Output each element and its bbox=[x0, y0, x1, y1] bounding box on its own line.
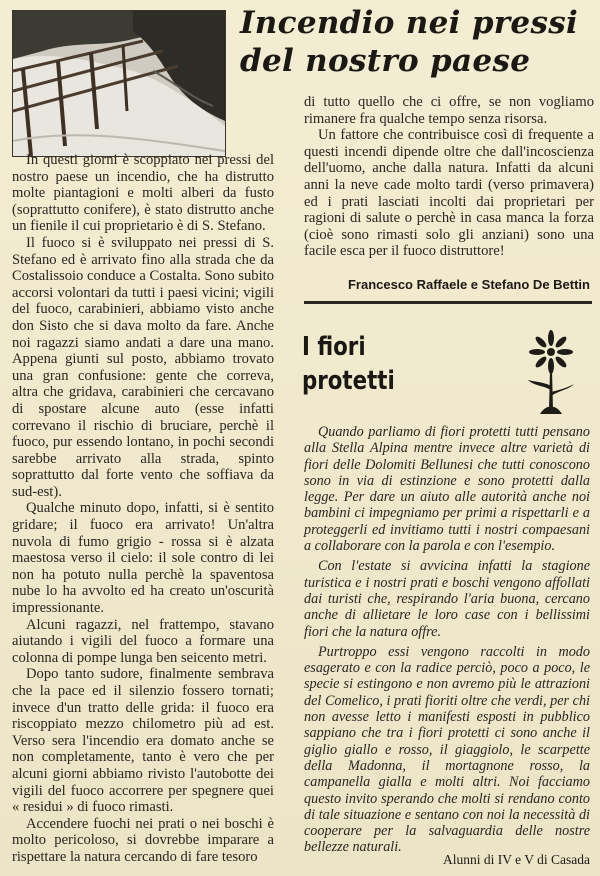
paragraph: di tutto quello che ci offre, se non vogliamo rimanere fra qualche tempo senza risorsa. bbox=[304, 94, 594, 127]
article1-authors: Francesco Raffaele e Stefano De Bettin bbox=[347, 277, 590, 292]
paragraph: Dopo tanto sudore, finalmente sembrava che la pace ed il silenzio fossero tornati; invece d'un tratto delle grida: il fuoco era riscoppiato mezzo chilometro più ad est. Verso sera l'incendio era domato anche se non completamente, tanto è vero che per alcuni giorni abbiamo rivisto l'autobotte dei vigili del fuoco accorrere per spegnere quei « residui » di fuoco rimasti. bbox=[12, 666, 274, 816]
paragraph: Purtroppo essi vengono raccolti in modo esagerato e con la radice perciò, poco a poco, le specie si estingono e non avremo più le attrazioni del Comelico, i prati fioriti oltre che verdi, per chi non avesse letto i manifesti esposti in pubblico sappiano che tra i fiori protetti ci sono anche il giglio giallo e rosso, il giaggiolo, le scarpette della Madonna, il mortagnone rosso, la campanella gialla e molti altri. Noi facciamo questo invito sperando che molti si rendano conto di tale situazione e sentano con noi la necessità di cooperare per la salvaguardia delle nostre bellezze naturali. bbox=[304, 643, 590, 856]
paragraph: In questi giorni è scoppiato nei pressi del nostro paese un incendio, che ha distrutto molte piantagioni e molti alberi da fusto (soprattutto conifere), è stato distrutto anche un fienile il cui proprietario è di S. Stefano. bbox=[12, 152, 274, 235]
snowy-landscape-photo bbox=[12, 10, 226, 157]
article1-left-column bbox=[12, 152, 274, 866]
section-divider bbox=[304, 301, 592, 304]
title-line-2: del nostro paese bbox=[240, 43, 531, 79]
paragraph: Accendere fuochi nei prati o nei boschi è molto pericoloso, si dovrebbe imparare a rispettare la natura cercando di fare tesoro bbox=[12, 815, 274, 865]
article2-body bbox=[304, 424, 590, 856]
paragraph: Il fuoco si è sviluppato nei pressi di S. Stefano ed è arrivato fino alla strada che da Costalissoio conduce a Costalta. Sono subito accorsi volontari da tutti i paesi vicini; vigili del fuoco, carabinieri, abbiamo visto anche don Sisto che si dava molto da fare. Anche noi ragazzi siamo andati a dare una mano. Appena giunti sul posto, abbiamo trovato una gran confusione: gente che correva, altra che gridava, carabinieri che cercavano di spostare alcune auto (esse infatti correvano il rischio di bruciare, perchè il fuoco, pur essendo lontano, in pochi secondi sarebbe arrivato alla strada, spinto soprattutto dal forte vento che soffiava da sud-est). bbox=[12, 234, 274, 500]
paragraph: Un fattore che contribuisce così di frequente a questi incendi dipende oltre che dall'incoscienza dell'uomo, anche dalla natura. Infatti da alcuni anni la neve cade molto tardi (verso primavera) ed i prati lasciati incolti dai proprietari per ragioni di salute o perchè in casa manca la forza (cioè sono rimasti solo gli anziani) sono una facile esca per il fuoco distruttore! bbox=[304, 127, 594, 260]
title-line-2: protetti bbox=[302, 366, 395, 396]
title-line-1: Incendio nei pressi bbox=[240, 5, 579, 41]
article-title-incendio bbox=[240, 4, 592, 80]
paragraph: Alcuni ragazzi, nel frattempo, stavano aiutando i vigili del fuoco a formare una colonna di pompe lunga ben seicento metri. bbox=[12, 616, 274, 666]
article2-signature: Alunni di IV e V di Casada bbox=[443, 852, 590, 867]
paragraph: Con l'estate si avvicina infatti la stagione turistica e i nostri prati e boschi vengono affollati dai turisti che, respirando l'aria buona, cercano anche di allietare le loro case con i bellissimi fiori che la natura offre. bbox=[304, 558, 590, 640]
paragraph: Qualche minuto dopo, infatti, si è sentito gridare; il fuoco era arrivato! Un'altra nuvola di fumo grigio - rossa si è alzata maestosa verso il cielo: il sole contro di lei non ha potuto nulla perchè la spaventosa nube lo ha avvolto ed ha creato un'oscurità impressionante. bbox=[12, 500, 274, 617]
article-title-fiori bbox=[302, 330, 466, 398]
article1-right-column bbox=[304, 94, 594, 260]
edelweiss-icon bbox=[522, 330, 580, 416]
paragraph: Quando parliamo di fiori protetti tutti pensano alla Stella Alpina mentre invece altre varietà di fiori delle Dolomiti Bellunesi che tutti conoscono sono in via di estinzione e sono protetti dalla legge. Per dare un aiuto alle autorità anche noi bambini ci impegniamo per primi a rispettarli e a proteggerli ed invitiamo tutti i nostri compaesani a collaborare con la parola e con l'esempio. bbox=[304, 424, 590, 555]
title-line-1: I fiori bbox=[302, 332, 366, 362]
